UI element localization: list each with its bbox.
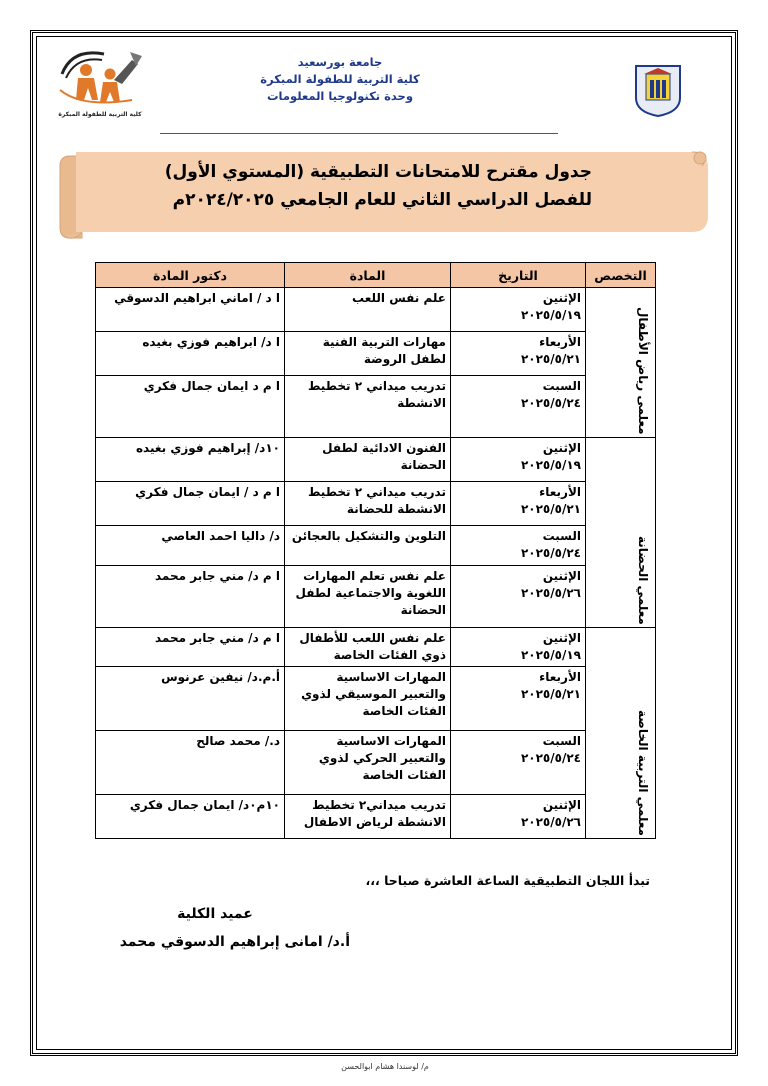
dean-title: عميد الكلية [177, 906, 253, 922]
subject-cell: علم نفس اللعب [285, 288, 451, 332]
specialization-cell: معلمي الحضانة [586, 438, 656, 628]
date-label: ٢٠٢٥/٥/٢٤ [520, 546, 581, 560]
date-label: ٢٠٢٥/٥/١٩ [520, 648, 581, 662]
date-label: ٢٠٢٥/٥/٢١ [520, 502, 581, 516]
doctor-cell: أ.م.د/ نيفين عرنوس [96, 667, 285, 731]
day-label: الإثنين [542, 291, 581, 305]
doctor-cell: ا د / اماني ابراهيم الدسوقي [96, 288, 285, 332]
header-doctor: دكتور المادة [96, 263, 285, 288]
subject-cell: مهارات التربية الفنية لطفل الروضة [285, 332, 451, 376]
date-label: ٢٠٢٥/٥/٢٤ [520, 396, 581, 410]
subject-cell: تدريب ميداني ٢ تخطيط الانشطة للحضانة [285, 482, 451, 526]
unit-name: وحدة تكنولوجيا المعلومات [267, 89, 413, 103]
day-label: الأربعاء [539, 335, 581, 349]
date-cell [451, 667, 586, 731]
footer-credit: م/ لوسندا هشام ابوالحسن [341, 1062, 429, 1071]
start-time-note: تبدأ اللجان التطبيقية الساعة العاشرة صباحا ،،، [365, 873, 650, 888]
day-label: الإثنين [542, 798, 581, 812]
date-cell [451, 628, 586, 667]
specialization-cell: معلمي التربية الخاصة [586, 628, 656, 839]
subject-cell: تدريب ميداني٢ تخطيط الانشطة لرياض الاطفال [285, 795, 451, 839]
table-row [96, 566, 656, 628]
table-row [96, 628, 656, 667]
doctor-cell: ا م د/ مني جابر محمد [96, 628, 285, 667]
date-cell [451, 795, 586, 839]
header-subject: المادة [285, 263, 451, 288]
svg-text:كلية التربية للطفولة المبكرة: كلية التربية للطفولة المبكرة [58, 111, 142, 118]
date-cell [451, 566, 586, 628]
university-name: جامعة بورسعيد [297, 55, 383, 69]
title-text [90, 158, 592, 214]
day-label: الإثنين [542, 569, 581, 583]
date-label: ٢٠٢٥/٥/٢٤ [520, 751, 581, 765]
date-cell [451, 288, 586, 332]
date-cell [451, 482, 586, 526]
date-cell [451, 438, 586, 482]
table-row [96, 376, 656, 438]
date-label: ٢٠٢٥/٥/٢٦ [520, 815, 581, 829]
institution-header [240, 54, 440, 105]
subject-cell: تدريب ميداني ٢ تخطيط الانشطة [285, 376, 451, 438]
doctor-cell: ا م د / ايمان جمال فكري [96, 482, 285, 526]
faculty-name: كلية التربية للطفولة المبكرة [260, 72, 420, 86]
title-line-2: للفصل الدراسي الثاني للعام الجامعي ٢٠٢٤/٢٠٢٥م [172, 190, 592, 210]
subject-cell: الفنون الادائية لطفل الحضانة [285, 438, 451, 482]
specialization-cell: معلمى رياض الأطفال [586, 288, 656, 438]
day-label: السبت [542, 529, 581, 543]
faculty-logo [52, 44, 148, 120]
table-row [96, 288, 656, 332]
day-label: السبت [542, 379, 581, 393]
title-line-1: جدول مقترح للامتحانات التطبيقية (المستوي الأول) [164, 162, 592, 182]
subject-cell: المهارات الاساسية والتعبير الحركي لذوي الفئات الخاصة [285, 731, 451, 795]
doctor-cell: د./ محمد صالح [96, 731, 285, 795]
day-label: الإثنين [542, 441, 581, 455]
date-label: ٢٠٢٥/٥/١٩ [520, 308, 581, 322]
date-cell [451, 526, 586, 566]
exam-schedule-table [95, 262, 656, 839]
table-row [96, 526, 656, 566]
doctor-cell: ١٠م٠د/ ايمان جمال فكري [96, 795, 285, 839]
table-header-row [96, 263, 656, 288]
doctor-cell: د/ داليا احمد العاصي [96, 526, 285, 566]
doctor-cell: ا م د/ مني جابر محمد [96, 566, 285, 628]
table-row [96, 332, 656, 376]
university-logo [632, 62, 684, 118]
subject-cell: المهارات الاساسية والتعبير الموسيقي لذوي الفئات الخاصة [285, 667, 451, 731]
doctor-cell: ١٠د/ إبراهيم فوزي بغيده [96, 438, 285, 482]
date-label: ٢٠٢٥/٥/٢١ [520, 687, 581, 701]
date-cell [451, 731, 586, 795]
doctor-cell: ا م د ايمان جمال فكري [96, 376, 285, 438]
day-label: الإثنين [542, 631, 581, 645]
table-row [96, 482, 656, 526]
day-label: الأربعاء [539, 485, 581, 499]
subject-cell: علم نفس اللعب للأطفال ذوي الفئات الخاصة [285, 628, 451, 667]
date-label: ٢٠٢٥/٥/٢١ [520, 352, 581, 366]
day-label: السبت [542, 734, 581, 748]
subject-cell: علم نفس تعلم المهارات اللغوية والاجتماعية لطفل الحضانة [285, 566, 451, 628]
table-row [96, 731, 656, 795]
date-cell [451, 376, 586, 438]
subject-cell: التلوين والتشكيل بالعجائن [285, 526, 451, 566]
header-date: التاريخ [451, 263, 586, 288]
table-row [96, 667, 656, 731]
date-label: ٢٠٢٥/٥/١٩ [520, 458, 581, 472]
header-divider [160, 133, 558, 134]
doctor-cell: ا د/ ابراهيم فوزي بغيده [96, 332, 285, 376]
date-cell [451, 332, 586, 376]
dean-name: أ.د/ امانى إبراهيم الدسوقي محمد [119, 934, 350, 950]
header-specialization: التخصص [586, 263, 656, 288]
day-label: الأربعاء [539, 670, 581, 684]
table-row [96, 438, 656, 482]
table-row [96, 795, 656, 839]
date-label: ٢٠٢٥/٥/٢٦ [520, 586, 581, 600]
